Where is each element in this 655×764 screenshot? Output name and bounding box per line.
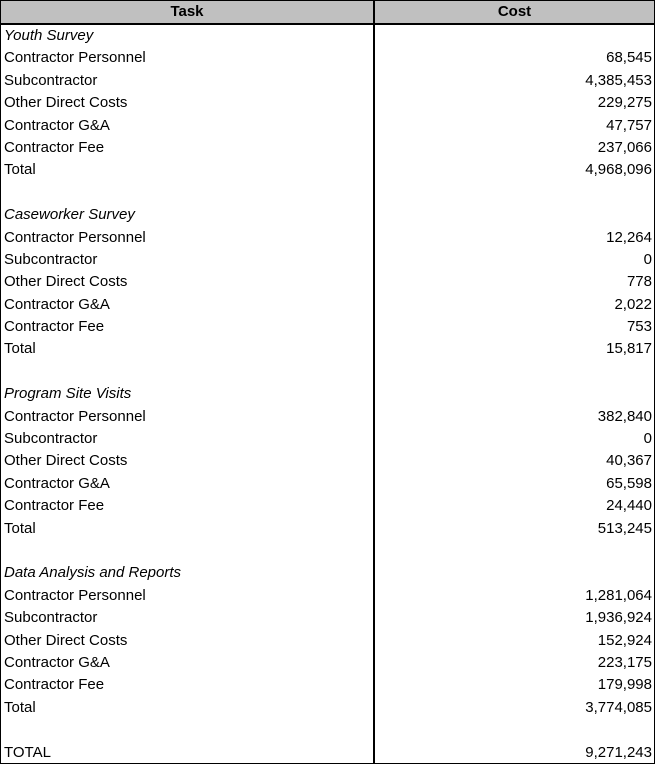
section-title-cost-cell [375, 562, 654, 584]
cost-column-header: Cost [497, 3, 532, 20]
row-value: 778 [626, 273, 652, 291]
row-label: Contractor G&A [4, 474, 110, 492]
grand-total-value: 9,271,243 [585, 743, 652, 761]
row-value: 47,757 [606, 116, 652, 134]
row-label: Contractor Fee [4, 497, 105, 515]
row-value: 12,264 [606, 228, 652, 246]
row-value: 2,022 [614, 295, 652, 313]
row-label: Contractor G&A [4, 295, 110, 313]
row-label: Contractor Fee [4, 676, 105, 694]
row-value: 382,840 [597, 407, 652, 425]
row-value: 4,385,453 [585, 71, 652, 89]
row-label: Contractor Fee [4, 138, 105, 156]
row-label: Total [4, 161, 36, 179]
row-value: 179,998 [597, 676, 652, 694]
row-value: 40,367 [606, 452, 652, 470]
row-label: Subcontractor [4, 430, 98, 448]
row-label: Contractor Personnel [4, 49, 146, 67]
row-value: 15,817 [606, 340, 652, 358]
section-title-cost-cell [375, 204, 654, 226]
table-header [1, 1, 654, 25]
row-label: Total [4, 340, 36, 358]
row-label: Other Direct Costs [4, 452, 128, 470]
row-value: 223,175 [597, 653, 652, 671]
spacer-row [375, 540, 654, 562]
row-label: Contractor Personnel [4, 228, 146, 246]
section-title: Caseworker Survey [4, 206, 135, 224]
row-value: 1,936,924 [585, 609, 652, 627]
row-label: Other Direct Costs [4, 631, 128, 649]
spacer-row [1, 361, 373, 383]
row-label: Other Direct Costs [4, 273, 128, 291]
row-label: Contractor G&A [4, 653, 110, 671]
section-title-cost-cell [375, 25, 654, 47]
grand-total-label: TOTAL [4, 743, 51, 761]
row-value: 4,968,096 [585, 161, 652, 179]
spacer-row [375, 361, 654, 383]
row-value: 229,275 [597, 94, 652, 112]
row-value: 237,066 [597, 138, 652, 156]
task-column [1, 25, 375, 763]
row-value: 3,774,085 [585, 698, 652, 716]
row-value: 152,924 [597, 631, 652, 649]
table-body [1, 25, 654, 763]
row-label: Subcontractor [4, 71, 98, 89]
row-value: 1,281,064 [585, 586, 652, 604]
row-value: 68,545 [606, 49, 652, 67]
row-label: Subcontractor [4, 609, 98, 627]
task-column-header: Task [1, 1, 375, 23]
row-label: Contractor G&A [4, 116, 110, 134]
spacer-row [1, 540, 373, 562]
row-label: Subcontractor [4, 250, 98, 268]
spacer-row [375, 182, 654, 204]
cost-column [375, 25, 654, 763]
spacer-row [1, 719, 373, 741]
row-label: Contractor Personnel [4, 586, 146, 604]
row-label: Contractor Fee [4, 318, 105, 336]
row-value: 24,440 [606, 497, 652, 515]
row-value: 0 [643, 430, 652, 448]
section-title-cost-cell [375, 383, 654, 405]
section-title: Data Analysis and Reports [4, 564, 182, 582]
section-title: Program Site Visits [4, 385, 132, 403]
row-value: 65,598 [606, 474, 652, 492]
row-label: Contractor Personnel [4, 407, 146, 425]
section-title: Youth Survey [4, 27, 94, 44]
spacer-row [375, 719, 654, 741]
row-value: 753 [626, 318, 652, 336]
row-label: Total [4, 698, 36, 716]
row-label: Total [4, 519, 36, 537]
spacer-row [1, 182, 373, 204]
row-value: 513,245 [597, 519, 652, 537]
row-label: Other Direct Costs [4, 94, 128, 112]
row-value: 0 [643, 250, 652, 268]
